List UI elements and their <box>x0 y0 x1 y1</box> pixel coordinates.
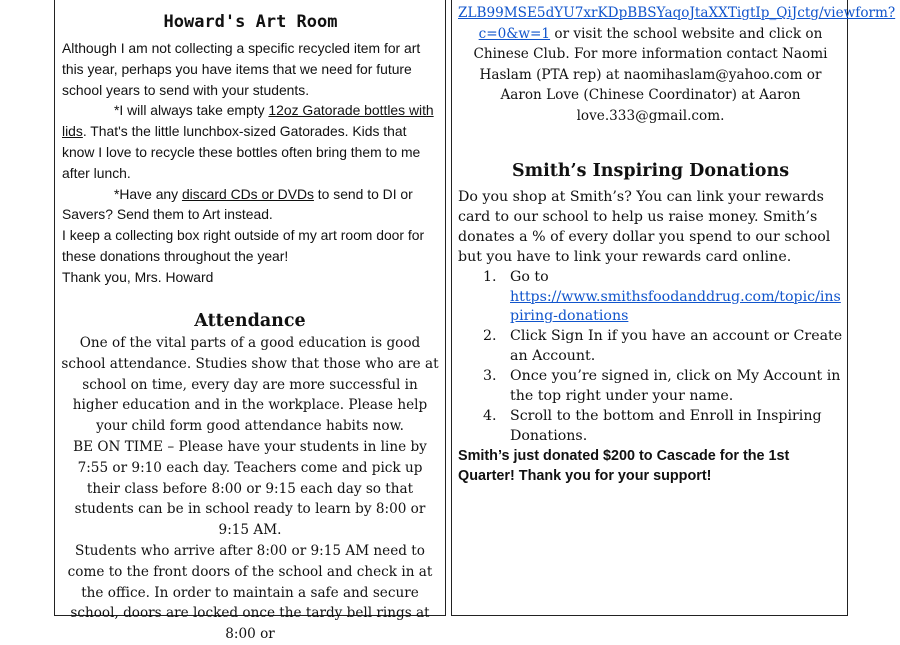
gatorade-prefix: *I will always take empty <box>114 102 269 119</box>
chinese-club-text: or visit the school website and click on Chinese Club. For more information contact Naomi Haslam (PTA rep) at naomihaslam@yahoo.com or Aaron Love (Chinese Coordinator) at Aaron love.333@gmail.com. <box>473 25 828 124</box>
cds-suffix: to send to DI or Savers? Send them to Art instead. <box>62 185 413 223</box>
smiths-section <box>458 159 843 487</box>
gatorade-paragraph <box>62 100 439 183</box>
step-3-text: Once you’re signed in, click on My Account in the top right under your name. <box>510 368 841 405</box>
step-2-number: 2. <box>483 328 497 345</box>
smiths-steps <box>458 268 843 447</box>
step-1-text: Go to <box>510 268 549 285</box>
step-4-text: Scroll to the bottom and Enroll in Inspiring Donations. <box>510 407 822 444</box>
smiths-inspiring-donations-link[interactable]: https://www.smithsfoodanddrug.com/topic/inspiring-donations <box>510 288 841 325</box>
attendance-p1: One of the vital parts of a good education is good school attendance. Studies show that those who are at school on time, every day are more successful in higher education and in the workplace. Please help your child form good attendance habits now. <box>61 335 439 435</box>
smiths-intro: Do you shop at Smith’s? You can link your rewards card to our school to help us raise money. Smith’s donates a % of every dollar you spend to our school but you have to link your rewards card online. <box>458 189 831 265</box>
art-room-intro: Although I am not collecting a specific recycled item for art this year, perhaps you have items that we need for future school years to send with your students. <box>62 40 421 98</box>
cds-item: discard CDs or DVDs <box>181 185 314 202</box>
left-column <box>54 0 446 643</box>
art-room-section <box>55 5 445 288</box>
chinese-club-section <box>458 3 896 127</box>
attendance-p2: BE ON TIME – Please have your students in line by 7:55 or 9:10 each day. Teachers come and pick up their class before 8:00 or 9:15 each day so that students can be in school ready to learn by 8:00 or 9:15 AM. <box>73 438 427 539</box>
step-1 <box>458 268 843 328</box>
attendance-p3: Students who arrive after 8:00 or 9:15 AM need to come to the front doors of the school and check in at the office. In order to maintain a safe and secure school, doors are locked once the tardy bell rings at 8:00 or <box>67 542 433 643</box>
attendance-section <box>60 309 440 645</box>
attendance-title: Attendance <box>194 311 306 331</box>
cds-prefix: *Have any <box>114 185 182 202</box>
smiths-thanks: Smith’s just donated $200 to Cascade for the 1st Quarter! Thank you for your support! <box>458 447 790 484</box>
right-column <box>451 0 896 616</box>
art-room-title: Howard's Art Room <box>163 12 338 32</box>
chinese-club-paragraph <box>458 3 896 127</box>
cds-paragraph <box>62 184 439 226</box>
step-2-text: Click Sign In if you have an account or Create an Account. <box>510 328 843 365</box>
art-room-signoff: Thank you, Mrs. Howard <box>62 268 214 285</box>
chinese-club-form-link[interactable]: ZLB99MSE5dYU7xrKDpBBSYaqoJtaXXTigtIp_QiJctg/viewform?c=0&w=1 <box>458 5 896 42</box>
collecting-box-text: I keep a collecting box right outside of my art room door for these donations throughout the year! <box>62 227 425 264</box>
step-4-number: 4. <box>483 407 497 424</box>
step-3-number: 3. <box>483 368 497 385</box>
gatorade-suffix: . That's the little lunchbox-sized Gatorades. Kids that know I love to recycle these bottles often bring them to me after lunch. <box>62 123 421 181</box>
step-4 <box>458 407 843 447</box>
smiths-title: Smith’s Inspiring Donations <box>511 161 790 181</box>
gatorade-item: 12oz Gatorade bottles with lids <box>62 102 434 140</box>
step-3 <box>458 367 843 407</box>
step-2 <box>458 327 843 367</box>
step-1-number: 1. <box>483 268 497 285</box>
